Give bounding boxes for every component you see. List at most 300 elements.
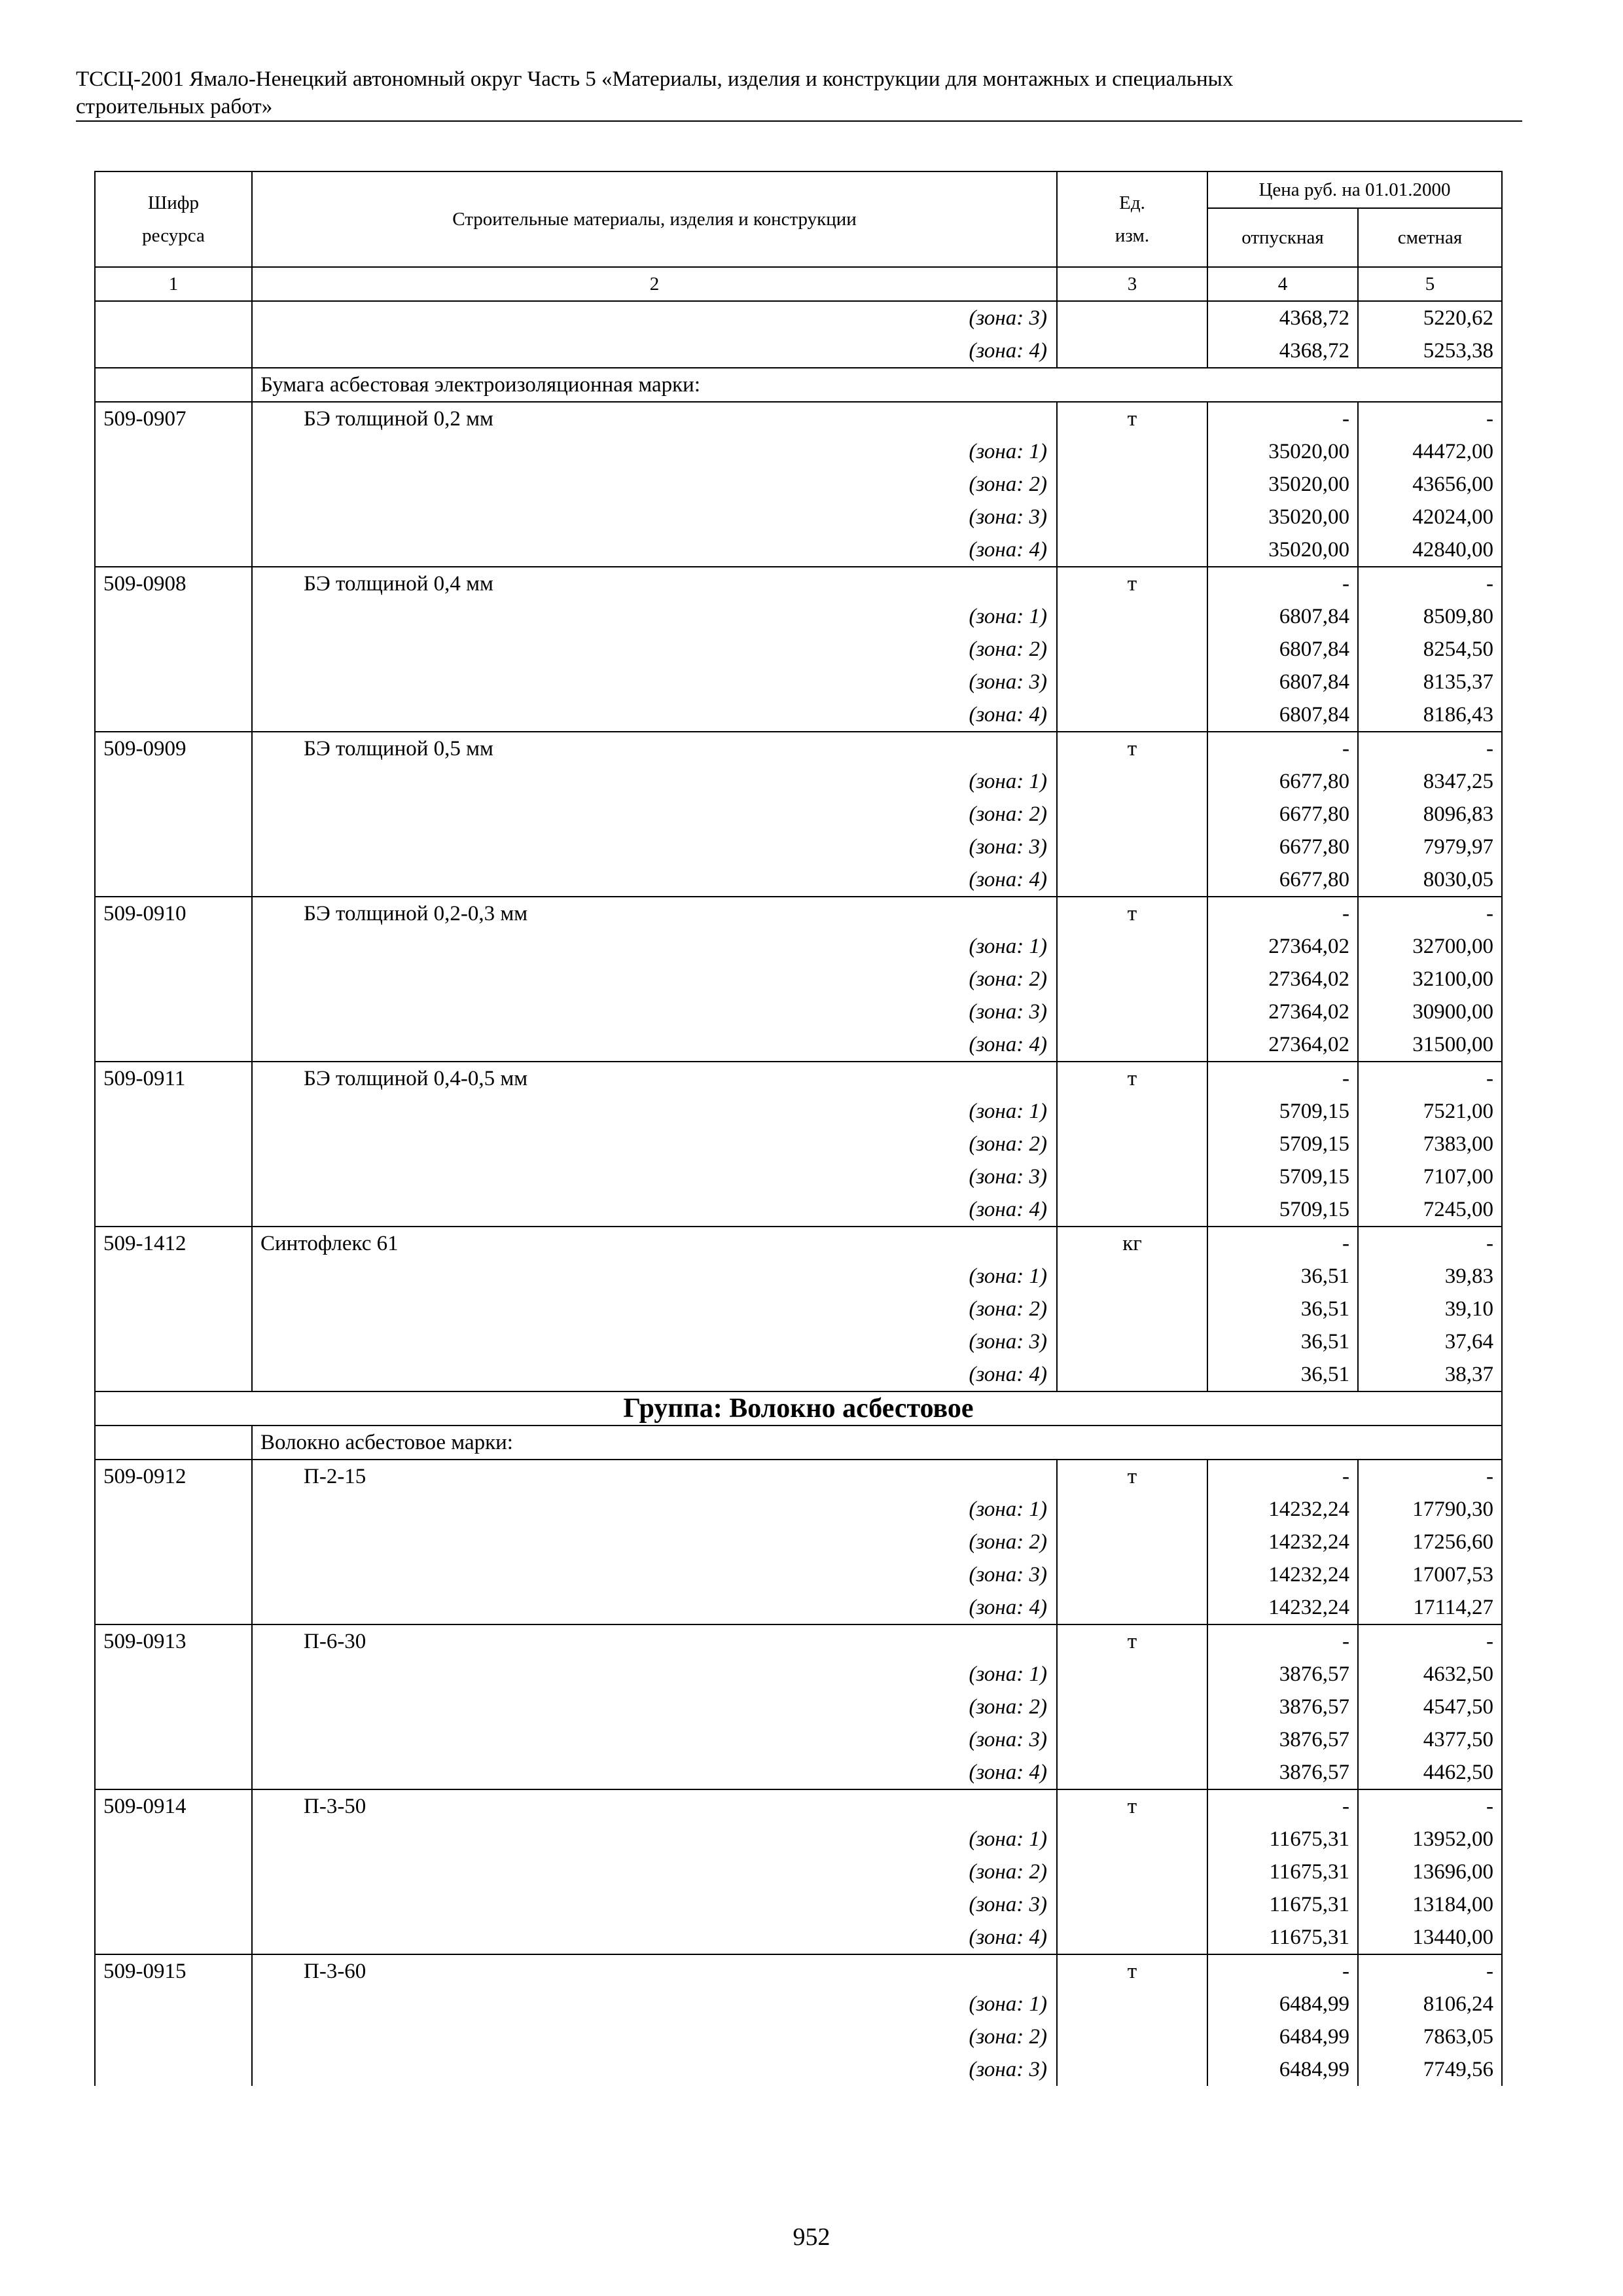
release-price: 3876,57 [1207,1756,1358,1789]
unit-cell [1057,301,1207,334]
zone-row [95,930,1502,963]
zone-label: (зона: 3) [252,1723,1057,1756]
header-unit: Ед. изм. [1057,171,1207,267]
zone-row [95,2020,1502,2053]
code-cell [95,533,252,567]
code-cell [95,600,252,633]
group-heading: Группа: Волокно асбестовое [95,1391,1502,1426]
zone-row [95,698,1502,732]
zone-label: (зона: 3) [252,301,1057,334]
column-number: 1 [95,267,252,301]
resource-code: 509-1412 [95,1227,252,1260]
unit-cell: т [1057,1460,1207,1493]
zone-row [95,765,1502,798]
release-price: 35020,00 [1207,468,1358,501]
release-price: 6677,80 [1207,863,1358,897]
unit-cell: т [1057,1062,1207,1095]
code-cell [95,1028,252,1062]
release-price: 6677,80 [1207,765,1358,798]
header-line-2: строительных работ» [76,95,273,118]
unit-cell [1057,666,1207,698]
unit-cell [1057,533,1207,567]
zone-label: (зона: 4) [252,1028,1057,1062]
resource-code: 509-0911 [95,1062,252,1095]
header-release-price: отпускная [1207,208,1358,267]
unit-cell: т [1057,1954,1207,1988]
zone-label: (зона: 3) [252,1325,1057,1358]
estimate-price: 37,64 [1358,1325,1502,1358]
unit-cell [1057,863,1207,897]
unit-cell: т [1057,732,1207,765]
subheading-row [95,1426,1502,1460]
zone-row [95,666,1502,698]
estimate-price: - [1358,567,1502,600]
release-price: 6484,99 [1207,2053,1358,2086]
code-cell [95,963,252,996]
estimate-price: 5253,38 [1358,334,1502,368]
zone-row [95,301,1502,334]
zone-row [95,1988,1502,2020]
unit-cell [1057,334,1207,368]
zone-row [95,1856,1502,1888]
estimate-price: 39,10 [1358,1293,1502,1325]
estimate-price: 8135,37 [1358,666,1502,698]
code-cell [95,301,252,334]
code-cell [95,996,252,1028]
release-price: - [1207,897,1358,930]
zone-label: (зона: 2) [252,1293,1057,1325]
code-cell [95,1095,252,1128]
zone-row [95,996,1502,1028]
subheading-text: Волокно асбестовое марки: [252,1426,1502,1460]
estimate-price: - [1358,1227,1502,1260]
unit-cell [1057,1358,1207,1391]
zone-row [95,1921,1502,1954]
zone-row [95,1128,1502,1160]
zone-row [95,1358,1502,1391]
zone-row [95,1293,1502,1325]
zone-label: (зона: 2) [252,1691,1057,1723]
unit-cell [1057,1823,1207,1856]
zone-label: (зона: 2) [252,633,1057,666]
unit-cell [1057,1193,1207,1227]
release-price: 5709,15 [1207,1193,1358,1227]
code-cell [95,831,252,863]
zone-label: (зона: 3) [252,996,1057,1028]
unit-cell: кг [1057,1227,1207,1260]
zone-row [95,501,1502,533]
zone-label: (зона: 2) [252,1526,1057,1558]
resource-code: 509-0915 [95,1954,252,1988]
item-row [95,1954,1502,1988]
header-price: Цена руб. на 01.01.2000 [1207,171,1502,208]
zone-row [95,863,1502,897]
estimate-price: 7107,00 [1358,1160,1502,1193]
unit-cell: т [1057,402,1207,435]
item-name: П-6-30 [252,1624,1057,1658]
code-cell [95,633,252,666]
code-cell [95,1358,252,1391]
zone-row [95,1658,1502,1691]
release-price: 5709,15 [1207,1128,1358,1160]
estimate-price: 42024,00 [1358,501,1502,533]
release-price: 35020,00 [1207,501,1358,533]
zone-row [95,798,1502,831]
code-cell [95,1756,252,1789]
code-cell [95,863,252,897]
resource-code: 509-0914 [95,1789,252,1823]
release-price: 14232,24 [1207,1591,1358,1624]
estimate-price: - [1358,732,1502,765]
zone-label: (зона: 1) [252,1493,1057,1526]
release-price: - [1207,402,1358,435]
zone-label: (зона: 3) [252,666,1057,698]
unit-cell [1057,831,1207,863]
zone-label: (зона: 3) [252,1888,1057,1921]
zone-label: (зона: 1) [252,1823,1057,1856]
estimate-price: 8096,83 [1358,798,1502,831]
unit-cell [1057,1723,1207,1756]
estimate-price: 5220,62 [1358,301,1502,334]
release-price: - [1207,567,1358,600]
unit-cell [1057,930,1207,963]
unit-cell [1057,1526,1207,1558]
estimate-price: 7749,56 [1358,2053,1502,2086]
release-price: 11675,31 [1207,1856,1358,1888]
release-price: 27364,02 [1207,1028,1358,1062]
item-name: БЭ толщиной 0,5 мм [252,732,1057,765]
estimate-price: 13696,00 [1358,1856,1502,1888]
zone-row [95,633,1502,666]
unit-cell [1057,1260,1207,1293]
release-price: - [1207,1062,1358,1095]
release-price: 36,51 [1207,1260,1358,1293]
release-price: 27364,02 [1207,996,1358,1028]
estimate-price: 8106,24 [1358,1988,1502,2020]
unit-cell [1057,1128,1207,1160]
release-price: - [1207,1460,1358,1493]
code-cell [95,1823,252,1856]
unit-cell [1057,600,1207,633]
estimate-price: 7383,00 [1358,1128,1502,1160]
estimate-price: 7521,00 [1358,1095,1502,1128]
release-price: 35020,00 [1207,435,1358,468]
zone-row [95,1558,1502,1591]
code-cell [95,1888,252,1921]
zone-row [95,334,1502,368]
price-table [94,171,1503,2086]
zone-label: (зона: 1) [252,600,1057,633]
zone-label: (зона: 2) [252,468,1057,501]
unit-cell [1057,798,1207,831]
estimate-price: 17114,27 [1358,1591,1502,1624]
resource-code: 509-0913 [95,1624,252,1658]
release-price: 6807,84 [1207,600,1358,633]
unit-cell [1057,996,1207,1028]
zone-label: (зона: 4) [252,1591,1057,1624]
estimate-price: 17790,30 [1358,1493,1502,1526]
code-cell [95,666,252,698]
item-name: БЭ толщиной 0,2-0,3 мм [252,897,1057,930]
zone-row [95,600,1502,633]
estimate-price: 31500,00 [1358,1028,1502,1062]
estimate-price: 4632,50 [1358,1658,1502,1691]
release-price: 27364,02 [1207,930,1358,963]
zone-row [95,1723,1502,1756]
code-cell [95,468,252,501]
estimate-price: 32700,00 [1358,930,1502,963]
release-price: 11675,31 [1207,1921,1358,1954]
zone-label: (зона: 1) [252,1988,1057,2020]
item-row [95,1789,1502,1823]
estimate-price: - [1358,1624,1502,1658]
resource-code: 509-0909 [95,732,252,765]
release-price: 36,51 [1207,1293,1358,1325]
zone-label: (зона: 1) [252,930,1057,963]
subheading-row [95,368,1502,402]
zone-row [95,1526,1502,1558]
unit-cell [1057,1493,1207,1526]
resource-code: 509-0907 [95,402,252,435]
zone-row [95,963,1502,996]
release-price: 14232,24 [1207,1526,1358,1558]
unit-cell [1057,1856,1207,1888]
zone-label: (зона: 1) [252,435,1057,468]
unit-cell: т [1057,1624,1207,1658]
unit-cell [1057,1988,1207,2020]
zone-row [95,533,1502,567]
code-cell [95,435,252,468]
estimate-price: 17007,53 [1358,1558,1502,1591]
zone-label: (зона: 1) [252,765,1057,798]
zone-row [95,1888,1502,1921]
code-cell [95,1193,252,1227]
zone-label: (зона: 4) [252,1921,1057,1954]
group-heading-row [95,1391,1502,1426]
code-cell [95,334,252,368]
column-number: 4 [1207,267,1358,301]
release-price: 14232,24 [1207,1558,1358,1591]
release-price: - [1207,732,1358,765]
zone-label: (зона: 2) [252,1856,1057,1888]
code-cell [95,1723,252,1756]
estimate-price: - [1358,1460,1502,1493]
zone-label: (зона: 2) [252,1128,1057,1160]
code-cell [95,1426,252,1460]
unit-cell [1057,1658,1207,1691]
code-cell [95,1325,252,1358]
release-price: 6484,99 [1207,2020,1358,2053]
code-cell [95,1493,252,1526]
estimate-price: 17256,60 [1358,1526,1502,1558]
estimate-price: 8347,25 [1358,765,1502,798]
zone-label: (зона: 4) [252,1756,1057,1789]
item-name: БЭ толщиной 0,2 мм [252,402,1057,435]
resource-code: 509-0912 [95,1460,252,1493]
code-cell [95,930,252,963]
header-line-1: ТССЦ-2001 Ямало-Ненецкий автономный округ Часть 5 «Материалы, изделия и конструкции для монтажных и специальных [76,67,1234,91]
estimate-price: - [1358,897,1502,930]
estimate-price: 44472,00 [1358,435,1502,468]
estimate-price: - [1358,1062,1502,1095]
code-cell [95,698,252,732]
estimate-price: 32100,00 [1358,963,1502,996]
zone-row [95,1691,1502,1723]
release-price: 11675,31 [1207,1823,1358,1856]
release-price: - [1207,1227,1358,1260]
zone-label: (зона: 2) [252,2020,1057,2053]
unit-cell [1057,698,1207,732]
estimate-price: 8509,80 [1358,600,1502,633]
release-price: - [1207,1954,1358,1988]
header-rule [76,120,1522,122]
item-name: БЭ толщиной 0,4-0,5 мм [252,1062,1057,1095]
header-name: Строительные материалы, изделия и конструкции [252,171,1057,267]
unit-cell: т [1057,567,1207,600]
unit-cell [1057,468,1207,501]
item-name: Синтофлекс 61 [252,1227,1057,1260]
item-row [95,567,1502,600]
release-price: 36,51 [1207,1325,1358,1358]
zone-label: (зона: 1) [252,1658,1057,1691]
release-price: 5709,15 [1207,1095,1358,1128]
release-price: 36,51 [1207,1358,1358,1391]
code-cell [95,1260,252,1293]
unit-cell [1057,963,1207,996]
unit-cell [1057,1095,1207,1128]
zone-row [95,1823,1502,1856]
page-number: 952 [793,2223,830,2251]
header-estimate-price: сметная [1358,208,1502,267]
code-cell [95,2053,252,2086]
item-name: П-2-15 [252,1460,1057,1493]
page-header [76,65,1522,120]
zone-row [95,2053,1502,2086]
code-cell [95,1658,252,1691]
zone-label: (зона: 2) [252,963,1057,996]
release-price: 27364,02 [1207,963,1358,996]
zone-row [95,1095,1502,1128]
release-price: 35020,00 [1207,533,1358,567]
release-price: 6677,80 [1207,798,1358,831]
release-price: 6807,84 [1207,666,1358,698]
item-name: П-3-50 [252,1789,1057,1823]
release-price: 3876,57 [1207,1723,1358,1756]
estimate-price: 13952,00 [1358,1823,1502,1856]
zone-label: (зона: 4) [252,863,1057,897]
zone-row [95,1260,1502,1293]
unit-cell [1057,501,1207,533]
zone-label: (зона: 3) [252,1160,1057,1193]
zone-row [95,1193,1502,1227]
unit-cell [1057,435,1207,468]
unit-cell [1057,1160,1207,1193]
estimate-price: 42840,00 [1358,533,1502,567]
unit-cell [1057,1921,1207,1954]
estimate-price: 7245,00 [1358,1193,1502,1227]
zone-label: (зона: 3) [252,831,1057,863]
resource-code: 509-0908 [95,567,252,600]
zone-row [95,1756,1502,1789]
release-price: 6677,80 [1207,831,1358,863]
zone-label: (зона: 2) [252,798,1057,831]
column-number: 5 [1358,267,1502,301]
release-price: - [1207,1789,1358,1823]
code-cell [95,1558,252,1591]
estimate-price: 30900,00 [1358,996,1502,1028]
zone-row [95,831,1502,863]
release-price: 3876,57 [1207,1691,1358,1723]
zone-label: (зона: 4) [252,1358,1057,1391]
unit-cell [1057,1558,1207,1591]
table-body [95,301,1502,2086]
item-row [95,402,1502,435]
unit-cell [1057,2020,1207,2053]
zone-label: (зона: 3) [252,501,1057,533]
code-cell [95,1526,252,1558]
zone-label: (зона: 4) [252,1193,1057,1227]
resource-code: 509-0910 [95,897,252,930]
release-price: 6807,84 [1207,698,1358,732]
unit-cell [1057,2053,1207,2086]
unit-cell [1057,1691,1207,1723]
unit-cell [1057,633,1207,666]
code-cell [95,1591,252,1624]
release-price: - [1207,1624,1358,1658]
zone-row [95,1160,1502,1193]
estimate-price: 4377,50 [1358,1723,1502,1756]
code-cell [95,501,252,533]
zone-label: (зона: 4) [252,533,1057,567]
estimate-price: 13440,00 [1358,1921,1502,1954]
estimate-price: 39,83 [1358,1260,1502,1293]
estimate-price: 7979,97 [1358,831,1502,863]
zone-label: (зона: 1) [252,1095,1057,1128]
item-row [95,1624,1502,1658]
unit-cell [1057,1591,1207,1624]
zone-label: (зона: 1) [252,1260,1057,1293]
item-row [95,897,1502,930]
estimate-price: - [1358,1789,1502,1823]
zone-label: (зона: 3) [252,2053,1057,2086]
item-row [95,1460,1502,1493]
code-cell [95,1988,252,2020]
column-number: 3 [1057,267,1207,301]
subheading-text: Бумага асбестовая электроизоляционная марки: [252,368,1502,402]
column-number-row [95,267,1502,301]
code-cell [95,765,252,798]
estimate-price: 8186,43 [1358,698,1502,732]
zone-row [95,1028,1502,1062]
code-cell [95,798,252,831]
code-cell [95,1691,252,1723]
unit-cell [1057,765,1207,798]
unit-cell [1057,1028,1207,1062]
unit-cell: т [1057,897,1207,930]
item-name: П-3-60 [252,1954,1057,1988]
estimate-price: 38,37 [1358,1358,1502,1391]
estimate-price: 4462,50 [1358,1756,1502,1789]
zone-row [95,1493,1502,1526]
zone-label: (зона: 4) [252,334,1057,368]
zone-label: (зона: 4) [252,698,1057,732]
item-row [95,1227,1502,1260]
zone-label: (зона: 3) [252,1558,1057,1591]
estimate-price: 4547,50 [1358,1691,1502,1723]
release-price: 6484,99 [1207,1988,1358,2020]
item-row [95,1062,1502,1095]
zone-row [95,435,1502,468]
